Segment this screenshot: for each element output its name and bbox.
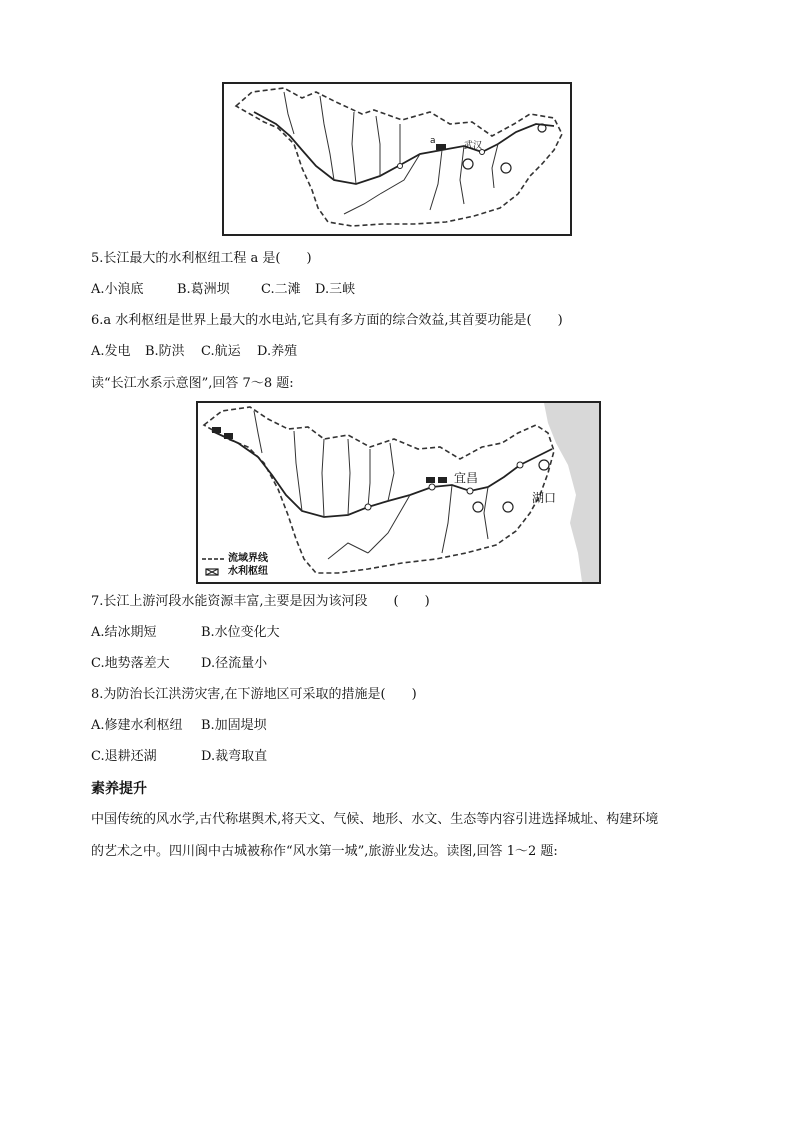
q5-option-a[interactable]: A.小浪底 [91,282,144,297]
question-5: 5.长江最大的水利枢纽工程 a 是( ) [91,251,312,266]
yangtze-water-system-map [196,401,601,584]
q6-option-b[interactable]: B.防洪 [145,344,185,359]
question-6: 6.a 水利枢纽是世界上最大的水电站,它具有多方面的综合效益,其首要功能是( ) [91,313,563,328]
dam-icon [202,568,224,576]
q5-option-d[interactable]: D.三峡 [315,282,356,297]
map1-label-a: a [430,136,436,146]
q8-option-c[interactable]: C.退耕还湖 [91,749,157,764]
q8-option-a[interactable]: A.修建水利枢纽 [91,718,183,733]
legend-boundary [202,552,268,565]
q5-option-c[interactable]: C.二滩 [261,282,301,297]
legend-dam-label: 水利枢纽 [228,566,268,577]
q7-option-a[interactable]: A.结冰期短 [91,625,157,640]
q6-option-c[interactable]: C.航运 [201,344,241,359]
yangtze-map-1 [222,82,572,236]
yangtze-map-1-drawing [224,84,570,234]
q8-option-d[interactable]: D.裁弯取直 [201,749,268,764]
q5-option-b[interactable]: B.葛洲坝 [177,282,230,297]
passage-line-1: 中国传统的风水学,古代称堪舆术,将天文、气候、地形、水文、生态等内容引进选择城址、构建环境 [91,812,659,827]
map1-label-wuhan: 武汉 [464,141,483,151]
q7-option-b[interactable]: B.水位变化大 [201,625,280,640]
question-7: 7.长江上游河段水能资源丰富,主要是因为该河段 ( ) [91,594,430,609]
dashed-line-icon [202,556,224,562]
map2-legend [202,552,268,578]
q6-option-d[interactable]: D.养殖 [257,344,298,359]
question-5-options [91,282,355,298]
q7-option-d[interactable]: D.径流量小 [201,656,268,671]
map2-label-hukou: 湖口 [532,491,557,505]
map2-label-yichang: 宜昌 [454,471,479,485]
question-7-options-row1 [91,625,280,641]
question-8-options-row1 [91,718,267,734]
q6-option-a[interactable]: A.发电 [91,344,131,359]
passage-line-2: 的艺术之中。四川阆中古城被称作“风水第一城”,旅游业发达。读图,回答 1～2 题: [91,844,558,859]
legend-dam [202,565,268,578]
q8-option-b[interactable]: B.加固堤坝 [201,718,267,733]
legend-boundary-label: 流域界线 [228,553,268,564]
question-6-options [91,344,297,360]
q7-option-c[interactable]: C.地势落差大 [91,656,170,671]
intro-questions-7-8: 读“长江水系示意图”,回答 7～8 题: [91,376,294,391]
question-8: 8.为防治长江洪涝灾害,在下游地区可采取的措施是( ) [91,687,417,702]
section-title: 素养提升 [91,781,147,797]
question-8-options-row2 [91,749,267,765]
question-7-options-row2 [91,656,267,672]
